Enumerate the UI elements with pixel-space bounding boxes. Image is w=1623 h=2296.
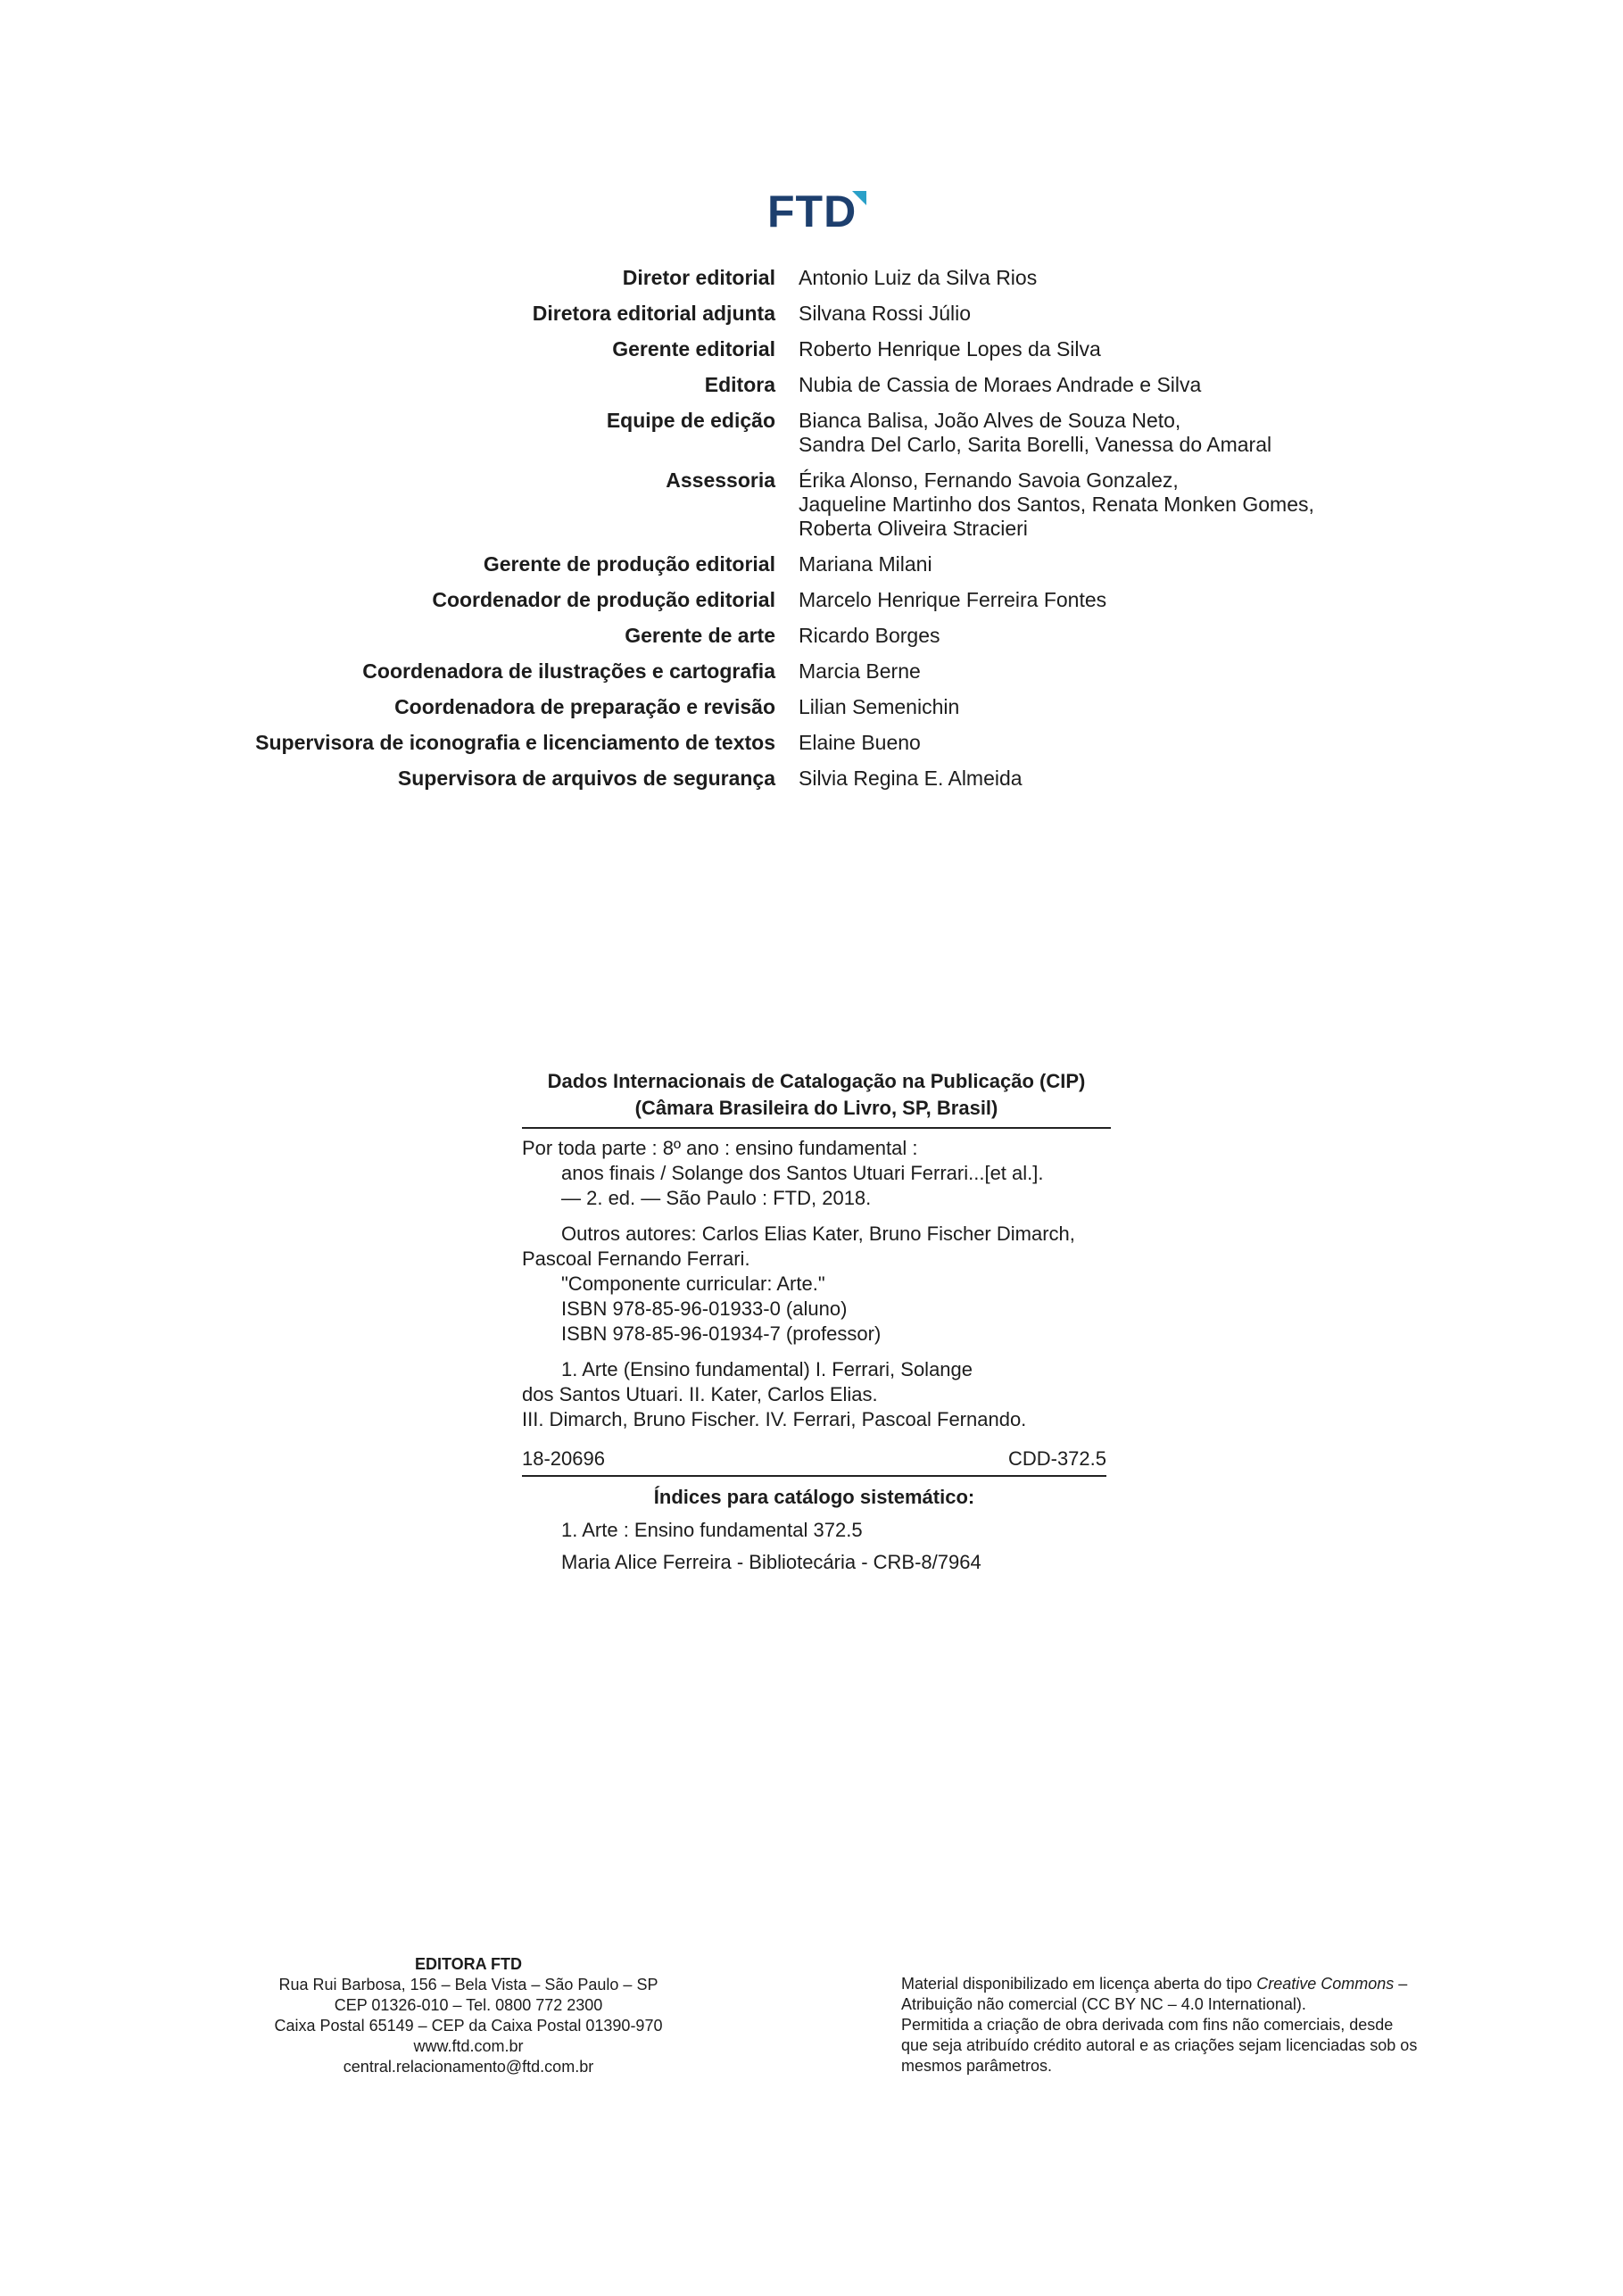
credit-row (0, 731, 1623, 755)
license-line: Atribuição não comercial (CC BY NC – 4.0 International). (901, 1995, 1306, 2013)
cip-entry-line: Por toda parte : 8º ano : ensino fundamental : (522, 1137, 918, 1159)
credit-name-line: Ricardo Borges (799, 624, 940, 647)
license-notice (901, 1974, 1472, 2076)
credit-name-line: Elaine Bueno (799, 731, 921, 754)
credit-name-line: Antonio Luiz da Silva Rios (799, 266, 1038, 289)
credit-role: Diretora editorial adjunta (532, 302, 775, 325)
credit-name-line: Érika Alonso, Fernando Savoia Gonzalez, (799, 468, 1179, 492)
license-name: Creative Commons (1256, 1975, 1395, 1993)
credit-row (0, 695, 1623, 719)
credit-row (0, 337, 1623, 361)
cip-catalog-card (522, 1068, 1111, 1575)
credit-names (799, 588, 1106, 612)
cip-subtitle: (Câmara Brasileira do Livro, SP, Brasil) (634, 1097, 998, 1119)
credit-name-line: Marcelo Henrique Ferreira Fontes (799, 588, 1107, 611)
cip-subject-line: dos Santos Utuari. II. Kater, Carlos Elias. (522, 1383, 878, 1405)
cip-title: Dados Internacionais de Catalogação na Publicação (CIP) (547, 1070, 1086, 1092)
credit-role: Supervisora de iconografia e licenciamento de textos (255, 731, 775, 754)
cip-cdd: CDD-372.5 (1007, 1447, 1106, 1470)
publisher-address (214, 1954, 723, 2077)
publisher-name: EDITORA FTD (415, 1955, 522, 1973)
cip-number-row (522, 1446, 1106, 1471)
cip-authors-line: Outros autores: Carlos Elias Kater, Bruno Fischer Dimarch, (561, 1223, 1075, 1245)
credit-name-line: Bianca Balisa, João Alves de Souza Neto, (799, 409, 1181, 432)
credit-row (0, 409, 1623, 457)
publisher-address-line: Rua Rui Barbosa, 156 – Bela Vista – São Paulo – SP (278, 1976, 658, 1993)
credit-row (0, 302, 1623, 326)
credit-row (0, 373, 1623, 397)
publisher-website: www.ftd.com.br (413, 2037, 524, 2055)
credit-role: Supervisora de arquivos de segurança (397, 767, 775, 790)
credit-row (0, 266, 1623, 290)
credit-names (799, 373, 1201, 397)
credit-role: Gerente de produção editorial (483, 552, 775, 576)
cip-librarian: Maria Alice Ferreira - Bibliotecária - CRB-8/7964 (561, 1551, 981, 1573)
cip-top-rule (522, 1127, 1111, 1129)
credit-names (799, 659, 921, 684)
cip-entry-line: — 2. ed. — São Paulo : FTD, 2018. (561, 1187, 872, 1209)
ftd-logo-accent-icon (850, 191, 866, 207)
credit-name-line: Silvia Regina E. Almeida (799, 767, 1023, 790)
credit-name-line: Roberto Henrique Lopes da Silva (799, 337, 1101, 361)
credit-role: Coordenadora de preparação e revisão (394, 695, 775, 718)
cip-control-number: 18-20696 (522, 1447, 605, 1470)
credit-role: Coordenadora de ilustrações e cartografia (362, 659, 775, 683)
editorial-credits (0, 266, 1623, 802)
credit-role: Gerente editorial (612, 337, 775, 361)
license-line: que seja atribuído crédito autoral e as criações sejam licenciadas sob os (901, 2036, 1418, 2054)
license-line (901, 1974, 1472, 1994)
credit-names (799, 552, 932, 576)
credit-names (799, 731, 921, 755)
credit-names (799, 409, 1271, 457)
credit-row (0, 624, 1623, 648)
credit-role: Coordenador de produção editorial (432, 588, 775, 611)
credit-role: Equipe de edição (606, 409, 775, 432)
credit-names (799, 624, 940, 648)
credit-name-line: Silvana Rossi Júlio (799, 302, 972, 325)
credit-role: Gerente de arte (625, 624, 775, 647)
license-line: mesmos parâmetros. (901, 2057, 1053, 2075)
license-text: – (1394, 1975, 1408, 1993)
ftd-logo: FTD (767, 186, 857, 236)
cip-entry-line: anos finais / Solange dos Santos Utuari Ferrari...[et al.]. (561, 1162, 1044, 1184)
cip-bottom-rule (522, 1475, 1106, 1477)
credit-name-line: Marcia Berne (799, 659, 921, 683)
credit-role: Diretor editorial (622, 266, 775, 289)
credit-name-line: Sandra Del Carlo, Sarita Borelli, Vanessa do Amaral (799, 433, 1272, 456)
credit-row (0, 588, 1623, 612)
license-text: Material disponibilizado em licença aberta do tipo (901, 1975, 1257, 1993)
credit-names (799, 302, 971, 326)
credit-role: Assessoria (666, 468, 775, 492)
cip-index-title: Índices para catálogo sistemático: (653, 1486, 975, 1508)
cip-authors-line: Pascoal Fernando Ferrari. (522, 1247, 750, 1270)
credit-names (799, 767, 1023, 791)
credit-names (799, 337, 1101, 361)
credit-names (799, 266, 1037, 290)
publisher-po-box: Caixa Postal 65149 – CEP da Caixa Postal 01390-970 (274, 2017, 663, 2035)
cip-isbn-student: ISBN 978-85-96-01933-0 (aluno) (561, 1297, 848, 1320)
publisher-email: central.relacionamento@ftd.com.br (343, 2058, 594, 2076)
cip-component: "Componente curricular: Arte." (561, 1272, 825, 1295)
credit-row (0, 468, 1623, 541)
credit-name-line: Nubia de Cassia de Moraes Andrade e Silva (799, 373, 1202, 396)
credit-name-line: Lilian Semenichin (799, 695, 960, 718)
credit-role: Editora (704, 373, 775, 396)
license-line: Permitida a criação de obra derivada com fins não comerciais, desde (901, 2016, 1394, 2034)
cip-isbn-teacher: ISBN 978-85-96-01934-7 (professor) (561, 1322, 882, 1345)
credit-row (0, 659, 1623, 684)
credit-row (0, 767, 1623, 791)
cip-subject-line: 1. Arte (Ensino fundamental) I. Ferrari, Solange (561, 1358, 973, 1380)
cip-subject-line: III. Dimarch, Bruno Fischer. IV. Ferrari, Pascoal Fernando. (522, 1408, 1027, 1430)
credit-name-line: Jaqueline Martinho dos Santos, Renata Monken Gomes, (799, 493, 1314, 516)
publisher-phone: CEP 01326-010 – Tel. 0800 772 2300 (334, 1996, 603, 2014)
credit-row (0, 552, 1623, 576)
credit-name-line: Mariana Milani (799, 552, 932, 576)
credit-names (799, 468, 1314, 541)
credit-name-line: Roberta Oliveira Stracieri (799, 517, 1028, 540)
cip-index-entry: 1. Arte : Ensino fundamental 372.5 (561, 1519, 863, 1541)
credit-names (799, 695, 959, 719)
